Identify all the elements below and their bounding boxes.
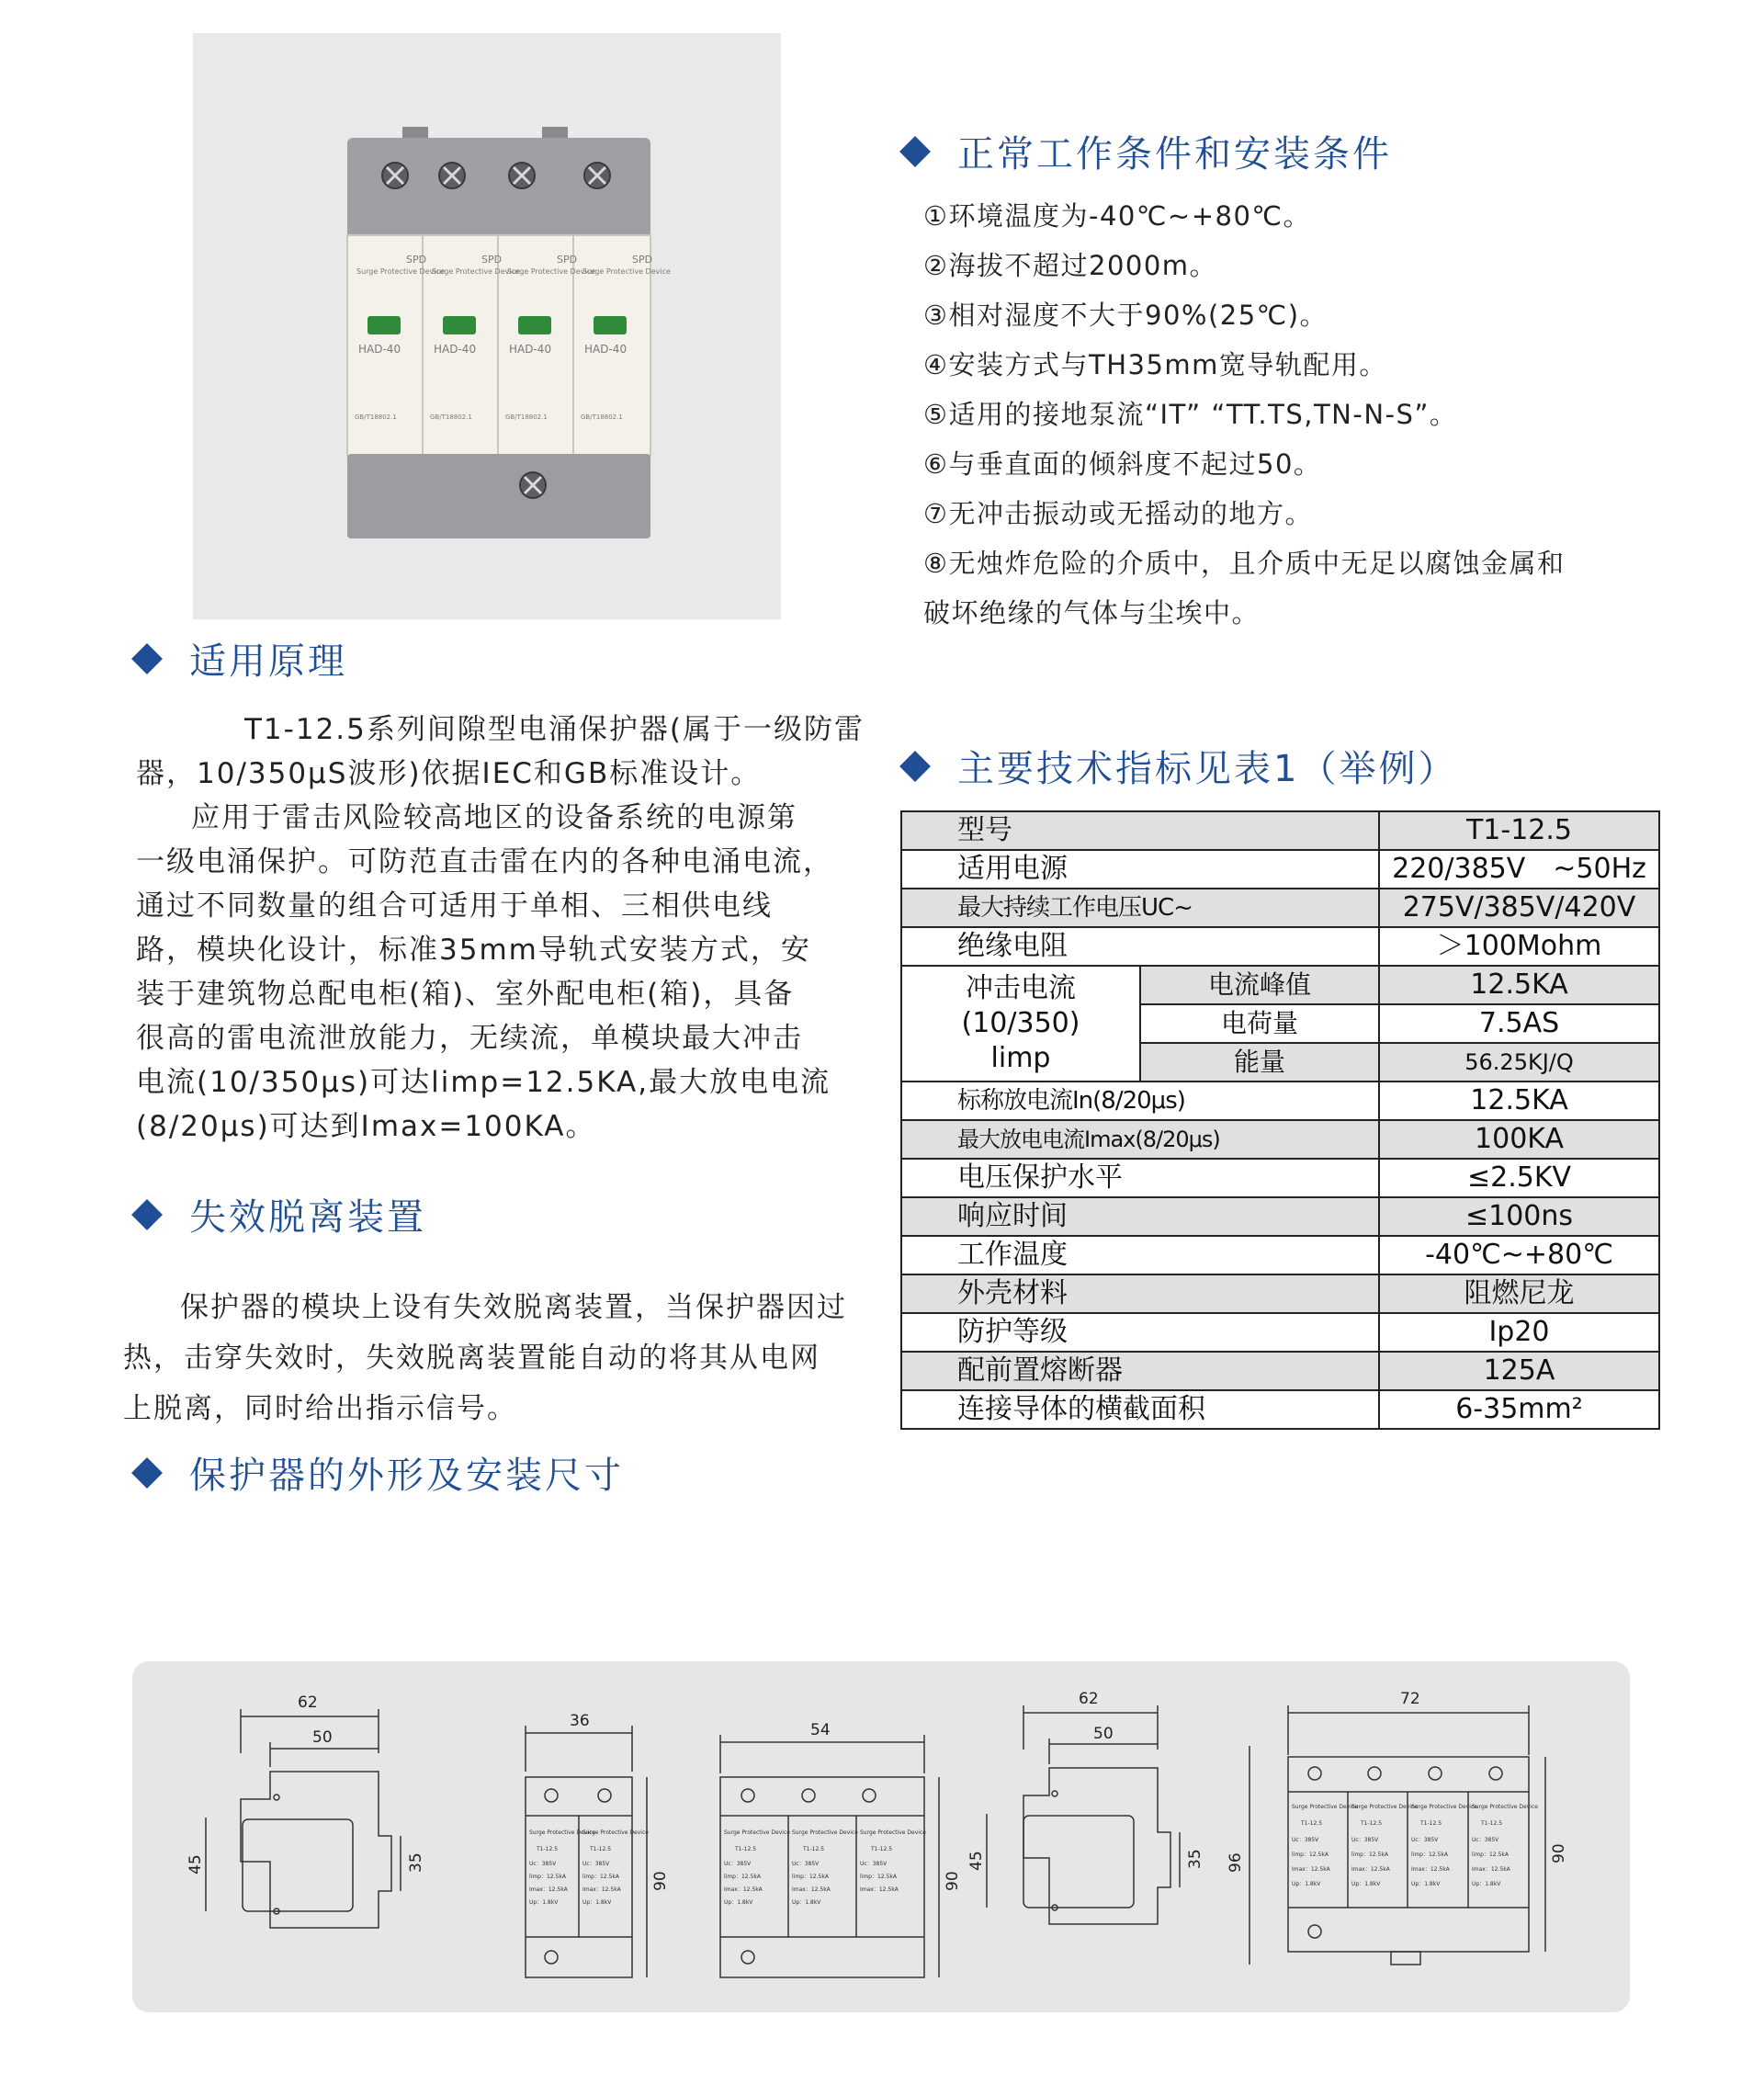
section-title-text: 失效脱离装置 (189, 1196, 426, 1239)
module-std-text: GB/T18802.1 (505, 413, 548, 421)
dim-width: 36 (570, 1712, 590, 1730)
module-label-desc: Surge Protective Device (529, 1829, 595, 1836)
paragraph-line: 器，10/350μS波形)依据IEC和GB标准设计。 (136, 757, 762, 790)
condition-item: 破坏绝缘的气体与尘埃中。 (923, 597, 1261, 629)
module-label-up: Up：1.8kV (582, 1899, 612, 1906)
paragraph-line: (8/20μs)可达到Imax=100KA。 (136, 1110, 596, 1143)
module-label-uc: Uc：385V (529, 1861, 557, 1867)
module-label-model: T1-12.5 (1420, 1820, 1442, 1827)
section-title-dimensions (130, 1446, 624, 1499)
module-desc-text: Surge Protective Device (432, 267, 520, 276)
table-row (901, 1082, 1659, 1120)
spec-label: 外壳材料 (901, 1274, 1379, 1313)
condition-item: ⑤适用的接地泵流“IT” “TT.TS,TN-N-S”。 (923, 399, 1458, 430)
spec-label: 工作温度 (901, 1236, 1379, 1274)
table-row (901, 1236, 1659, 1274)
module-label-uc: Uc：385V (582, 1861, 610, 1867)
diamond-bullet-icon (131, 1457, 163, 1489)
condition-item: ②海拔不超过2000m。 (923, 250, 1218, 281)
spec-value: 阻燃尼龙 (1379, 1274, 1659, 1313)
module-label-imax: Imax：12.5kA (792, 1886, 831, 1893)
spec-value: 100KA (1379, 1120, 1659, 1159)
module-desc-text: Surge Protective Device (582, 267, 671, 276)
module-label-uc: Uc：385V (792, 1861, 820, 1867)
condition-item: ①环境温度为-40℃~+80℃。 (923, 200, 1311, 232)
table-row (901, 927, 1659, 966)
module-label-imax: Imax：12.5kA (860, 1886, 899, 1893)
module-label-model: T1-12.5 (1481, 1820, 1503, 1827)
dim-height-left: 45 (967, 1851, 986, 1871)
module-label-up: Up：1.8kV (724, 1899, 753, 1906)
module-label-desc: Surge Protective Device (724, 1829, 790, 1836)
module-label-uc: Uc：385V (1351, 1837, 1379, 1843)
module-label-model: T1-12.5 (803, 1846, 825, 1852)
spec-label: 型号 (901, 811, 1379, 850)
spec-value: 220/385V ~50Hz (1379, 850, 1659, 889)
module-label-up: Up：1.8kV (529, 1899, 559, 1906)
spec-value: 12.5KA (1379, 1082, 1659, 1120)
spec-label: 绝缘电阻 (901, 927, 1379, 966)
condition-item: ⑧无烛炸危险的介质中，且介质中无足以腐蚀金属和 (923, 548, 1566, 579)
module-label-uc: Uc：385V (1292, 1837, 1319, 1843)
module-label-uc: Uc：385V (1472, 1837, 1499, 1843)
dim-width-inner: 50 (1093, 1725, 1114, 1743)
section-title-disconnector (130, 1188, 426, 1240)
diamond-bullet-icon (131, 1199, 163, 1230)
module-label-desc: Surge Protective Device (860, 1829, 926, 1836)
module-label-model: T1-12.5 (590, 1846, 612, 1852)
module-label-desc: Surge Protective Device (792, 1829, 858, 1836)
module-label-limp: limp：12.5kA (1292, 1852, 1329, 1858)
section-title-text: 保护器的外形及安装尺寸 (189, 1455, 624, 1497)
module-std-text: GB/T18802.1 (430, 413, 472, 421)
module-label-imax: Imax：12.5kA (1472, 1866, 1510, 1873)
dim-width: 72 (1400, 1690, 1420, 1708)
paragraph-line: 通过不同数量的组合可适用于单相、三相供电线 (136, 889, 773, 923)
module-label-imax: Imax：12.5kA (1351, 1866, 1390, 1873)
spec-value: ≤2.5KV (1379, 1159, 1659, 1197)
spec-value: ≤100ns (1379, 1197, 1659, 1236)
spec-value: 6-35mm² (1379, 1390, 1659, 1429)
module-brand-text: SPD (557, 254, 578, 266)
table-row (901, 1390, 1659, 1429)
condition-item: ③相对湿度不大于90%(25℃)。 (923, 300, 1329, 331)
module-label-imax: Imax：12.5kA (529, 1886, 568, 1893)
spec-value: 7.5AS (1379, 1004, 1659, 1043)
product-photo (193, 33, 781, 619)
dim-height: 90 (651, 1871, 670, 1891)
spec-value: T1-12.5 (1379, 811, 1659, 850)
dim-height: 90 (944, 1871, 962, 1891)
module-label-up: Up：1.8kV (792, 1899, 821, 1906)
module-std-text: GB/T18802.1 (581, 413, 623, 421)
spec-value: 275V/385V/420V (1379, 889, 1659, 927)
paragraph-line: 装于建筑物总配电柜(箱)、室外配电柜(箱)，具备 (136, 978, 795, 1011)
module-label-uc: Uc：385V (724, 1861, 752, 1867)
diamond-bullet-icon (899, 136, 931, 167)
module-label-model: T1-12.5 (537, 1846, 559, 1852)
spec-table (900, 810, 1658, 1425)
spec-value: ＞100Mohm (1379, 927, 1659, 966)
spec-label: 最大放电电流Imax(8/20μs) (901, 1120, 1379, 1159)
dim-height-inner: 90 (1550, 1843, 1568, 1863)
module-desc-text: Surge Protective Device (507, 267, 595, 276)
dim-width: 54 (810, 1721, 831, 1739)
module-desc-text: Surge Protective Device (356, 267, 445, 276)
dim-height-right: 35 (407, 1852, 425, 1873)
module-label-up: Up：1.8kV (1472, 1881, 1501, 1887)
table-row (901, 1120, 1659, 1159)
spec-value: -40℃~+80℃ (1379, 1236, 1659, 1274)
spec-label: 最大持续工作电压UC~ (901, 889, 1379, 927)
module-label-limp: limp：12.5kA (792, 1874, 829, 1880)
section-title-text: 适用原理 (189, 640, 347, 683)
module-label-desc: Surge Protective Device (1351, 1804, 1418, 1810)
diamond-bullet-icon (131, 643, 163, 674)
section-title-conditions (899, 125, 1392, 177)
section-title-text: 主要技术指标见表1（举例） (957, 748, 1458, 790)
dim-width-inner: 50 (312, 1728, 333, 1747)
spec-value: 56.25KJ/Q (1379, 1043, 1659, 1082)
paragraph-line: T1-12.5系列间隙型电涌保护器(属于一级防雷 (244, 713, 865, 746)
impulse-label-line: 冲击电流 (966, 972, 1076, 1004)
spec-label: 连接导体的横截面积 (901, 1390, 1379, 1429)
paragraph-line: 热，击穿失效时，失效脱离装置能自动的将其从电网 (123, 1342, 820, 1375)
module-label-model: T1-12.5 (1301, 1820, 1323, 1827)
paragraph-line: 应用于雷击风险较高地区的设备系统的电源第 (191, 801, 797, 834)
table-row (901, 1197, 1659, 1236)
section-title-principle (130, 632, 347, 685)
condition-item: ⑥与垂直面的倾斜度不起过50。 (923, 448, 1322, 480)
module-label-limp: limp：12.5kA (724, 1874, 761, 1880)
paragraph-line: 很高的雷电流泄放能力，无续流，单模块最大冲击 (136, 1022, 803, 1055)
disconnector-paragraph (123, 1283, 847, 1434)
single-pole-drawing (526, 1712, 670, 1977)
condition-item: ④安装方式与TH35mm宽导轨配用。 (923, 349, 1387, 380)
table-row (901, 1313, 1659, 1352)
module-label-limp: limp：12.5kA (1351, 1852, 1388, 1858)
module-label-imax: Imax：12.5kA (582, 1886, 621, 1893)
table-row (901, 850, 1659, 889)
table-row (901, 889, 1659, 927)
condition-item: ⑦无冲击振动或无摇动的地方。 (923, 498, 1313, 529)
module-label-up: Up：1.8kV (1411, 1881, 1441, 1887)
module-brand-text: SPD (481, 254, 503, 266)
impulse-current-label (901, 966, 1140, 1082)
module-label-imax: Imax：12.5kA (1411, 1866, 1450, 1873)
spec-sublabel: 电荷量 (1140, 1004, 1379, 1043)
table-row (901, 966, 1659, 1004)
impulse-label-line: (10/350) (961, 1007, 1080, 1039)
module-model-text: HAD-40 (509, 343, 552, 356)
module-label-desc: Surge Protective Device (1472, 1804, 1538, 1810)
conditions-list (923, 191, 1695, 638)
spec-label: 电压保护水平 (901, 1159, 1379, 1197)
module-label-up: Up：1.8kV (1292, 1881, 1321, 1887)
table-row (901, 1352, 1659, 1390)
module-label-imax: Imax：12.5kA (1292, 1866, 1330, 1873)
module-label-limp: limp：12.5kA (529, 1874, 566, 1880)
module-label-limp: limp：12.5kA (582, 1874, 619, 1880)
diamond-bullet-icon (899, 751, 931, 782)
module-std-text: GB/T18802.1 (355, 413, 397, 421)
module-model-text: HAD-40 (434, 343, 477, 356)
module-brand-text: SPD (406, 254, 427, 266)
module-label-desc: Surge Protective Device (1292, 1804, 1358, 1810)
spec-sublabel: 电流峰值 (1140, 966, 1379, 1004)
table-row (901, 1274, 1659, 1313)
spec-value: 125A (1379, 1352, 1659, 1390)
paragraph-line: 上脱离，同时给出指示信号。 (123, 1392, 517, 1425)
spec-label: 适用电源 (901, 850, 1379, 889)
four-pole-drawing (1227, 1690, 1568, 1965)
spec-label: 标称放电流In(8/20μs) (901, 1082, 1379, 1120)
side-view-drawing-2 (967, 1690, 1204, 1924)
module-label-model: T1-12.5 (1361, 1820, 1383, 1827)
module-model-text: HAD-40 (358, 343, 401, 356)
module-label-uc: Uc：385V (1411, 1837, 1439, 1843)
module-label-model: T1-12.5 (871, 1846, 893, 1852)
spec-value: 12.5KA (1379, 966, 1659, 1004)
spec-label: 配前置熔断器 (901, 1352, 1379, 1390)
module-label-model: T1-12.5 (735, 1846, 757, 1852)
dim-width-outer: 62 (1079, 1690, 1099, 1708)
module-label-up: Up：1.8kV (1351, 1881, 1381, 1887)
dim-height-left: 45 (187, 1854, 205, 1874)
table-row (901, 811, 1659, 850)
module-label-desc: Surge Protective Device (1411, 1804, 1477, 1810)
principle-paragraph (136, 708, 865, 1149)
dim-width-outer: 62 (298, 1693, 318, 1712)
paragraph-line: 路，模块化设计，标准35mm导轨式安装方式，安 (136, 934, 811, 967)
paragraph-line: 保护器的模块上设有失效脱离装置，当保护器因过 (180, 1291, 847, 1324)
dimension-drawings-panel (132, 1661, 1630, 2012)
module-label-limp: limp：12.5kA (860, 1874, 897, 1880)
spec-label: 防护等级 (901, 1313, 1379, 1352)
module-label-limp: limp：12.5kA (1472, 1852, 1509, 1858)
module-brand-text: SPD (632, 254, 653, 266)
three-module-drawing (720, 1721, 962, 1977)
table-row (901, 1159, 1659, 1197)
spec-value: Ip20 (1379, 1313, 1659, 1352)
dim-height-right: 35 (1186, 1849, 1204, 1869)
module-label-uc: Uc：385V (860, 1861, 888, 1867)
paragraph-line: 电流(10/350μs)可达limp=12.5KA,最大放电电流 (136, 1066, 831, 1099)
dim-height-outer: 96 (1227, 1852, 1245, 1873)
module-label-limp: limp：12.5kA (1411, 1852, 1448, 1858)
module-model-text: HAD-40 (584, 343, 628, 356)
impulse-label-line: limp (990, 1042, 1051, 1074)
section-title-specs (899, 740, 1457, 792)
section-title-text: 正常工作条件和安装条件 (957, 133, 1392, 176)
module-label-desc: Surge Protective Device (582, 1829, 649, 1836)
side-view-drawing-1 (187, 1693, 425, 1928)
spec-label: 响应时间 (901, 1197, 1379, 1236)
module-label-imax: Imax：12.5kA (724, 1886, 763, 1893)
spec-sublabel: 能量 (1140, 1043, 1379, 1082)
paragraph-line: 一级电涌保护。可防范直击雷在内的各种电涌电流， (136, 845, 833, 878)
